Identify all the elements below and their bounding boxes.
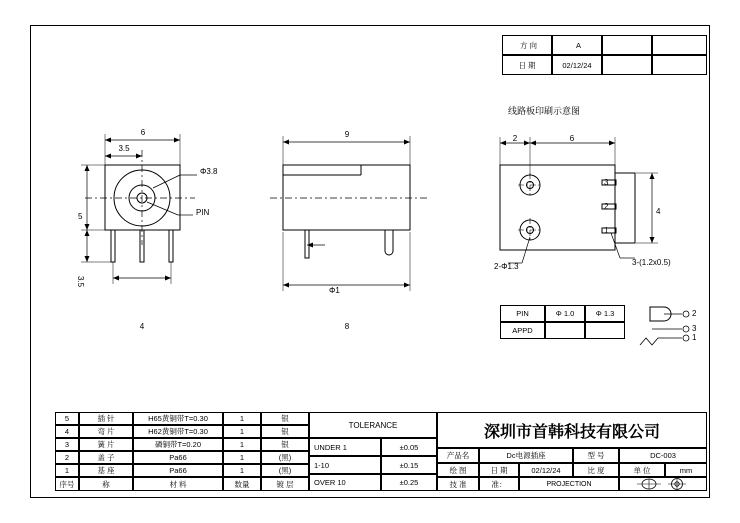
- pcb-holes-callout: 2-Φ1.3: [494, 262, 519, 271]
- header-row-1-c4: [652, 55, 707, 75]
- bom-row-0-plt: 银: [261, 412, 309, 425]
- pcb-dim-4: 4: [656, 207, 661, 216]
- front-pin-callout: PIN: [196, 208, 210, 217]
- header-row-1-c3: [602, 55, 652, 75]
- header-row-0-c3: [602, 35, 652, 55]
- side-dim-8: 8: [344, 322, 350, 331]
- bom-row-0-qty: 1: [223, 412, 261, 425]
- bom-row-4-mat: Pa66: [133, 464, 223, 477]
- field-date-value: 02/12/24: [519, 463, 573, 477]
- pcb-pad-label-2: 2: [604, 202, 609, 211]
- side-dim-pin: Φ1: [329, 286, 340, 295]
- bom-row-3-mat: Pa66: [133, 451, 223, 464]
- tolerance-row-1-range: 1-10: [309, 456, 381, 474]
- header-row-0-c4: [652, 35, 707, 55]
- pcb-title: 线路板印刷示意图: [508, 107, 581, 117]
- bom-header-qty: 数量: [223, 477, 261, 491]
- bom-header-name: 称: [79, 477, 133, 491]
- pin-table-row-0-label: PIN: [500, 305, 545, 322]
- front-dim-6: 6: [140, 128, 146, 137]
- company-name: 深圳市首韩科技有限公司: [437, 412, 707, 448]
- header-row-0-label: 方 向: [502, 35, 552, 55]
- bom-row-4-qty: 1: [223, 464, 261, 477]
- bom-row-1-qty: 1: [223, 425, 261, 438]
- pcb-slots-callout: 3-(1.2x0.5): [632, 258, 671, 267]
- pcb-pad-label-3: 3: [604, 178, 609, 187]
- side-dim-9: 9: [344, 130, 350, 139]
- schematic-pin-1: 1: [692, 333, 697, 342]
- field-model-value: DC-003: [619, 448, 707, 463]
- tolerance-row-1-tol: ±0.15: [381, 456, 437, 474]
- header-row-1-label: 日 期: [502, 55, 552, 75]
- field-model-label: 型 号: [573, 448, 619, 463]
- bom-row-1-no: 4: [55, 425, 79, 438]
- schematic-pin-3: 3: [692, 324, 697, 333]
- pcb-dim-2: 2: [512, 134, 518, 143]
- bom-row-3-no: 2: [55, 451, 79, 464]
- projection-symbol-icon: [633, 478, 693, 490]
- field-product-label: 产品名: [437, 448, 479, 463]
- schematic-view: [630, 295, 710, 355]
- schematic-pin-2: 2: [692, 309, 697, 318]
- bom-row-4-name: 基 座: [79, 464, 133, 477]
- bom-row-0-mat: H65黄铜带T=0.30: [133, 412, 223, 425]
- bom-row-2-plt: 银: [261, 438, 309, 451]
- pin-table-row-1-c1: [545, 322, 585, 339]
- front-dim-3.5-top: 3.5: [118, 144, 130, 153]
- header-row-0-value: A: [552, 35, 602, 55]
- front-dim-hole: Φ3.8: [200, 167, 218, 176]
- tolerance-title: TOLERANCE: [309, 412, 437, 438]
- bom-header-plt: 镀 层: [261, 477, 309, 491]
- front-dim-3.5-left: 3.5: [76, 276, 85, 288]
- bom-row-2-qty: 1: [223, 438, 261, 451]
- bom-row-4-no: 1: [55, 464, 79, 477]
- projection-symbol-cell: [619, 477, 707, 491]
- bom-row-1-mat: H62黄铜带T=0.30: [133, 425, 223, 438]
- bom-header-no: 序号: [55, 477, 79, 491]
- pcb-dim-6: 6: [569, 134, 575, 143]
- field-drawer-value: 日 期: [479, 463, 519, 477]
- pin-table-row-0-c1: Φ 1.0: [545, 305, 585, 322]
- field-scale-label: 比 度: [573, 463, 619, 477]
- header-row-1-value: 02/12/24: [552, 55, 602, 75]
- pin-table-row-1-label: APPD: [500, 322, 545, 339]
- field-approve-label: 准：: [479, 477, 519, 491]
- bom-row-2-mat: 磷铜带T=0.20: [133, 438, 223, 451]
- bom-row-3-name: 盖 子: [79, 451, 133, 464]
- tolerance-row-2-range: OVER 10: [309, 474, 381, 491]
- front-dim-5: 5: [78, 212, 83, 221]
- bom-row-1-plt: 银: [261, 425, 309, 438]
- bom-row-0-no: 5: [55, 412, 79, 425]
- front-dim-4: 4: [139, 322, 145, 331]
- field-drawer-label: 绘 图: [437, 463, 479, 477]
- pin-table-row-0-c2: Φ 1.3: [585, 305, 625, 322]
- pcb-pad-label-1: 1: [604, 226, 609, 235]
- tolerance-row-0-tol: ±0.05: [381, 438, 437, 456]
- field-check-label: 技 准: [437, 477, 479, 491]
- bom-row-3-qty: 1: [223, 451, 261, 464]
- side-view: [265, 120, 465, 320]
- bom-row-3-plt: (黑): [261, 451, 309, 464]
- tolerance-row-0-range: UNDER 1: [309, 438, 381, 456]
- front-view: [75, 120, 255, 320]
- field-product-value: Dc电源插座: [479, 448, 573, 463]
- pin-table-row-1-c2: [585, 322, 625, 339]
- bom-row-4-plt: (黑): [261, 464, 309, 477]
- field-projection-label: PROJECTION: [519, 477, 619, 491]
- bom-row-2-name: 簧 片: [79, 438, 133, 451]
- field-unit-value: mm: [665, 463, 707, 477]
- bom-row-1-name: 弯 片: [79, 425, 133, 438]
- bom-row-0-name: 插 针: [79, 412, 133, 425]
- bom-row-2-no: 3: [55, 438, 79, 451]
- bom-header-mat: 材 料: [133, 477, 223, 491]
- tolerance-row-2-tol: ±0.25: [381, 474, 437, 491]
- field-unit-label: 单 位: [619, 463, 665, 477]
